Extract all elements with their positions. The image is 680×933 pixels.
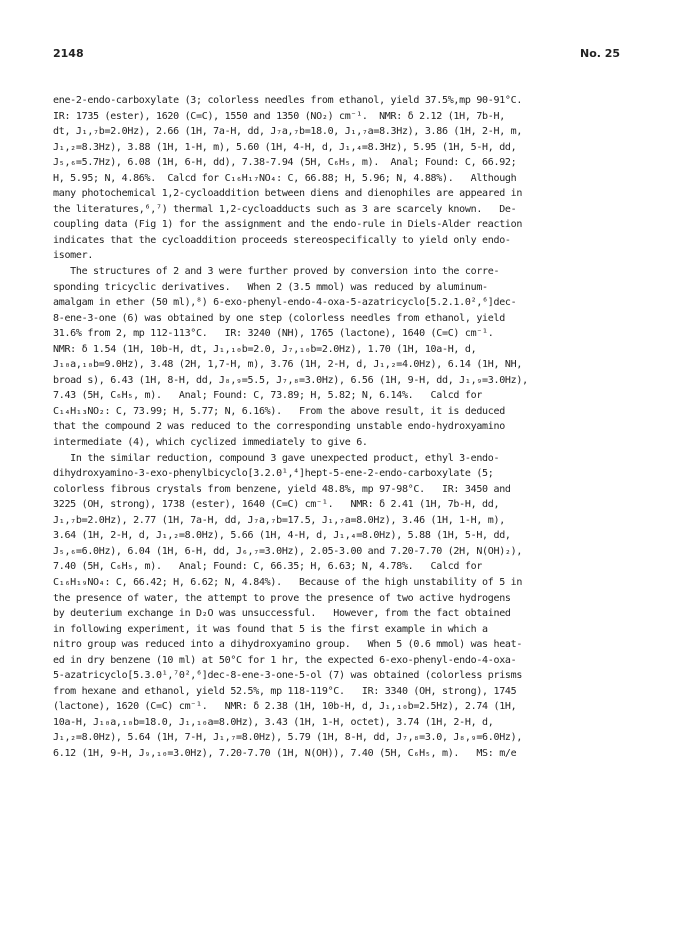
- text-line: ene-2-endo-carboxylate (3; colorless needles from ethanol, yield 37.5%,mp 90-91°C.: [53, 95, 523, 106]
- text-line: ed in dry benzene (10 ml) at 50°C for 1 hr, the expected 6-exo-phenyl-endo-4-oxa-: [53, 654, 517, 666]
- text-line: indicates that the cycloaddition proceeds stereospecifically to yield only endo-: [53, 234, 511, 246]
- page-number: 2148: [53, 47, 84, 60]
- text-line: 8-ene-3-one (6) was obtained by one step (colorless needles from ethanol, yield: [53, 312, 505, 324]
- text-line: colorless fibrous crystals from benzene, yield 48.8%, mp 97-98°C. IR: 3450 and: [53, 483, 511, 495]
- text-line: 7.40 (5H, C₆H₅, m). Anal; Found: C, 66.35; H, 6.63; N, 4.78%. Calcd for: [53, 561, 483, 573]
- text-line: from hexane and ethanol, yield 52.5%, mp 118-119°C. IR: 3340 (OH, strong), 1745: [53, 685, 517, 697]
- text-line: coupling data (Fig 1) for the assignment and the endo-rule in Diels-Alder reaction: [53, 219, 523, 231]
- text-line: 3.64 (1H, 2-H, d, J₁,₂=8.0Hz), 5.66 (1H, 4-H, d, J₁,₄=8.0Hz), 5.88 (1H, 5-H, dd,: [53, 530, 511, 542]
- text-line: 7.43 (5H, C₆H₅, m). Anal; Found: C, 73.89; H, 5.82; N, 6.14%. Calcd for: [53, 390, 483, 402]
- text-line: dihydroxyamino-3-exo-phenylbicyclo[3.2.0¹,⁴]hept-5-ene-2-endo-carboxylate (5;: [53, 468, 494, 480]
- issue-number: No. 25: [580, 47, 621, 60]
- text-line: 10a-H, J₁₀a,₁₀b=18.0, J₁,₁₀a=8.0Hz), 3.43 (1H, 1-H, octet), 3.74 (1H, 2-H, d,: [53, 716, 494, 728]
- text-line: 31.6% from 2, mp 112-113°C. IR: 3240 (NH), 1765 (lactone), 1640 (C=C) cm⁻¹.: [53, 328, 494, 340]
- text-line: J₁,₂=8.0Hz), 5.64 (1H, 7-H, J₁,₇=8.0Hz), 5.79 (1H, 8-H, dd, J₇,₈=3.0, J₈,₉=6.0Hz),: [53, 732, 523, 744]
- article-body: [53, 93, 643, 762]
- text-line: J₁,₂=8.3Hz), 3.88 (1H, 1-H, m), 5.60 (1H, 4-H, d, J₁,₄=8.3Hz), 5.95 (1H, 5-H, dd,: [53, 141, 517, 153]
- text-line: J₅,₆=6.0Hz), 6.04 (1H, 6-H, dd, J₆,₇=3.0Hz), 2.05-3.00 and 7.20-7.70 (2H, N(OH)₂),: [53, 545, 523, 557]
- text-line: the presence of water, the attempt to prove the presence of two active hydrogens: [53, 592, 511, 604]
- text-line: intermediate (4), which cyclized immediately to give 6.: [53, 437, 368, 449]
- text-line: dt, J₁,₇b=2.0Hz), 2.66 (1H, 7a-H, dd, J₇a,₇b=18.0, J₁,₇a=8.3Hz), 3.86 (1H, 2-H, m,: [53, 126, 523, 138]
- text-line: by deuterium exchange in D₂O was unsuccessful. However, from the fact obtained: [53, 608, 511, 620]
- text-line: nitro group was reduced into a dihydroxyamino group. When 5 (0.6 mmol) was heat-: [53, 639, 523, 651]
- text-line: (lactone), 1620 (C=C) cm⁻¹. NMR: δ 2.38 (1H, 10b-H, d, J₁,₁₀b=2.5Hz), 2.74 (1H,: [53, 701, 517, 713]
- text-line: sponding tricyclic derivatives. When 2 (3.5 mmol) was reduced by aluminum-: [53, 281, 488, 293]
- text-line: J₁,₇b=2.0Hz), 2.77 (1H, 7a-H, dd, J₇a,₇b=17.5, J₁,₇a=8.0Hz), 3.46 (1H, 1-H, m),: [53, 514, 505, 526]
- text-line: broad s), 6.43 (1H, 8-H, dd, J₈,₉=5.5, J₇,₈=3.0Hz), 6.56 (1H, 9-H, dd, J₁,₉=3.0Hz),: [53, 374, 528, 386]
- text-line: 3225 (OH, strong), 1738 (ester), 1640 (C=C) cm⁻¹. NMR: δ 2.41 (1H, 7b-H, dd,: [53, 499, 500, 511]
- text-line: 6.12 (1H, 9-H, J₉,₁₀=3.0Hz), 7.20-7.70 (1H, N(OH)), 7.40 (5H, C₆H₅, m). MS: m/e: [53, 747, 517, 759]
- text-line: many photochemical 1,2-cycloaddition between diens and dienophiles are appeared in: [53, 188, 523, 200]
- text-line: 5-azatricyclo[5.3.0¹,⁷0²,⁶]dec-8-ene-3-one-5-ol (7) was obtained (colorless prisms: [53, 670, 523, 682]
- text-line: IR: 1735 (ester), 1620 (C=C), 1550 and 1350 (NO₂) cm⁻¹. NMR: δ 2.12 (1H, 7b-H,: [53, 110, 505, 122]
- text-line: NMR: δ 1.54 (1H, 10b-H, dt, J₁,₁₀b=2.0, J₇,₁₀b=2.0Hz), 1.70 (1H, 10a-H, d,: [53, 343, 477, 355]
- text-line: H, 5.95; N, 4.86%. Calcd for C₁₆H₁₇NO₄: C, 66.88; H, 5.96; N, 4.88%). Although: [53, 172, 517, 184]
- text-line: that the compound 2 was reduced to the corresponding unstable endo-hydroxyamino: [53, 421, 505, 433]
- text-line: in following experiment, it was found that 5 is the first example in which a: [53, 623, 488, 635]
- text-line: C₁₆H₁₉NO₄: C, 66.42; H, 6.62; N, 4.84%). Because of the high unstability of 5 in: [53, 576, 523, 588]
- text-line: In the similar reduction, compound 3 gave unexpected product, ethyl 3-endo-: [53, 452, 500, 464]
- text-line: J₁₀a,₁₀b=9.0Hz), 3.48 (2H, 1,7-H, m), 3.76 (1H, 2-H, d, J₁,₂=4.0Hz), 6.14 (1H, NH,: [53, 359, 523, 371]
- text-line: The structures of 2 and 3 were further proved by conversion into the corre-: [53, 266, 500, 278]
- text-line: isomer.: [53, 250, 94, 262]
- text-line: J₅,₆=5.7Hz), 6.08 (1H, 6-H, dd), 7.38-7.94 (5H, C₆H₅, m). Anal; Found: C, 66.92;: [53, 157, 517, 169]
- text-line: C₁₄H₁₃NO₂: C, 73.99; H, 5.77; N, 6.16%). From the above result, it is deduced: [53, 405, 505, 417]
- text-line: amalgam in ether (50 ml),⁸) 6-exo-phenyl-endo-4-oxa-5-azatricyclo[5.2.1.0²,⁶]dec-: [53, 297, 517, 309]
- text-line: the literatures,⁶,⁷) thermal 1,2-cycloadducts such as 3 are scarcely known. De-: [53, 203, 517, 215]
